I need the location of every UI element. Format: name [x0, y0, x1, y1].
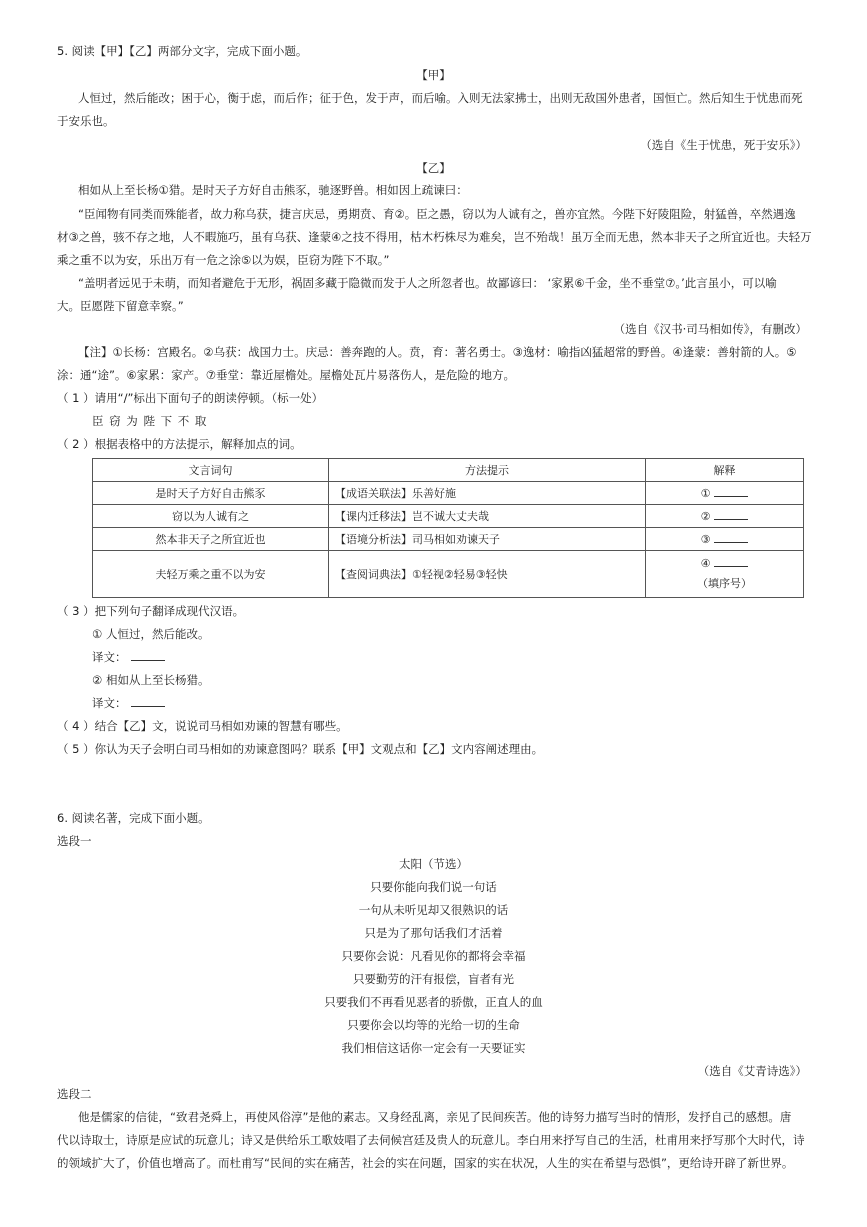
table-cell-hint: 【课内迁移法】岂不诚大丈夫哉: [329, 505, 646, 528]
note-line-2: 涂：通“途”。⑥家累：家产。⑦垂堂：靠近屋檐处。屋檐处瓦片易落伤人，是危险的地方。: [57, 368, 516, 382]
sub-question-4: （ 4 ）结合【乙】文，说说司马相如劝谏的智慧有哪些。: [57, 719, 348, 733]
translation-blank[interactable]: [131, 650, 165, 661]
jia-line-1: 人恒过，然后能改；困于心，衡于虑，而后作；征于色，发于声，而后喻。入则无法家拂士，出则无敌国外患者，国恒亡。然后知生于忧患而死: [78, 91, 803, 105]
table-cell-phrase: 窃以为人诚有之: [93, 505, 329, 528]
table-cell-phrase: 夫轻万乘之重不以为安: [93, 551, 329, 598]
table-cell-hint: 【成语关联法】乐善好施: [329, 482, 646, 505]
yi-para-1: 相如从上至长杨①猎。是时天子方好自击熊豕，驰逐野兽。相如因上疏谏曰：: [78, 183, 468, 197]
answer-blank[interactable]: [714, 532, 748, 543]
q6-heading: 6. 阅读名著，完成下面小题。: [57, 811, 210, 825]
table-cell-answer: [646, 551, 804, 598]
segment-2-line-1: 他是儒家的信徒，“致君尧舜上，再使风俗淳”是他的素志。又身经乱离，亲见了民间疾苦。他的诗努力描写当时的情形，发抒自己的感想。唐: [78, 1110, 792, 1124]
answer-blank[interactable]: [714, 486, 748, 497]
sub-question-3: （ 3 ）把下列句子翻译成现代汉语。: [57, 604, 245, 618]
yi-para-2-line-3: 乘之重不以为安，乐出万有一危之涂⑤以为娱，臣窃为陛下不取。”: [57, 253, 390, 267]
translation-label: 译文：: [92, 696, 127, 710]
segment-1-label: 选段一: [57, 834, 92, 848]
jia-line-2: 于安乐也。: [57, 114, 115, 128]
poem-source: （选自《艾青诗选》）: [697, 1064, 807, 1078]
table-cell-answer: [646, 505, 804, 528]
poem-line: 只是为了那句话我们才活着: [364, 926, 503, 940]
answer-blank[interactable]: [714, 556, 748, 567]
translation-blank[interactable]: [131, 696, 165, 707]
table-header: 解释: [646, 459, 804, 482]
segment-2-line-2: 代以诗取士，诗原是应试的玩意儿；诗又是供给乐工歌妓唱了去伺候宫廷及贵人的玩意儿。李白用来抒写自己的生活，杜甫用来抒写那个大时代，诗: [57, 1133, 805, 1147]
method-table: [92, 458, 804, 598]
sub-question-2: （ 2 ）根据表格中的方法提示，解释加点的词。: [57, 437, 302, 451]
poem-line: 只要你会说：凡看见你的都将会幸福: [341, 949, 526, 963]
poem-line: 一句从未听见却又很熟识的话: [358, 903, 509, 917]
table-cell-answer: [646, 482, 804, 505]
table-header: 方法提示: [329, 459, 646, 482]
poem-line: 只要你会以均等的光给一切的生命: [347, 1018, 520, 1032]
table-row: [93, 528, 804, 551]
poem-line: 我们相信这话你一定会有一天要证实: [341, 1041, 526, 1055]
poem-title: 太阳（节选）: [399, 857, 468, 871]
jia-title: 【甲】: [416, 68, 451, 82]
yi-para-3-line-2: 大。臣愿陛下留意幸察。”: [57, 299, 184, 313]
answer-blank[interactable]: [714, 509, 748, 520]
table-cell-answer: [646, 528, 804, 551]
sub-question-1-sentence: 臣 窃 为 陛 下 不 取: [92, 414, 208, 428]
yi-para-2-line-2: 材③之兽，骇不存之地，人不暇施巧，虽有乌获、逢蒙④之技不得用，枯木朽株尽为难矣，岂不殆哉！虽万全而无患，然本非天子之所宜近也。夫轻万: [57, 230, 812, 244]
table-header-row: [93, 459, 804, 482]
answer-number: ②: [700, 510, 711, 523]
segment-2-label: 选段二: [57, 1087, 92, 1101]
table-cell-hint: 【查阅词典法】①轻视②轻易③轻快: [329, 551, 646, 598]
sub-question-5: （ 5 ）你认为天子会明白司马相如的劝谏意图吗？联系【甲】文观点和【乙】文内容阐述理由。: [57, 742, 544, 756]
poem-line: 只要勤劳的汗有报偿，盲者有光: [353, 972, 514, 986]
answer-number: ④: [700, 557, 711, 570]
sub-question-1: （ 1 ）请用“/”标出下面句子的朗读停顿。（标一处）: [57, 391, 324, 405]
sub-question-3-sentence-1: ① 人恒过，然后能改。: [92, 627, 210, 641]
yi-source: （选自《汉书·司马相如传》，有删改）: [613, 322, 807, 336]
note-line-1: 【注】①长杨：宫殿名。②乌获：战国力士。庆忌：善奔跑的人。贲，育：著名勇士。③逸材：喻指凶猛超常的野兽。④逢蒙：善射箭的人。⑤: [78, 345, 797, 359]
sub-question-3-sentence-2: ② 相如从上至长杨猎。: [92, 673, 210, 687]
answer-number: ③: [700, 533, 711, 546]
table-header: 文言词句: [93, 459, 329, 482]
table-cell-phrase: 是时天子方好自击熊豕: [93, 482, 329, 505]
poem-line: 只要你能向我们说一句话: [370, 880, 497, 894]
table-row: [93, 551, 804, 598]
q5-heading: 5. 阅读【甲】【乙】两部分文字，完成下面小题。: [57, 44, 308, 58]
jia-source: （选自《生于忧患，死于安乐》）: [640, 138, 807, 152]
yi-para-2-line-1: “臣闻物有同类而殊能者，故力称乌获，捷言庆忌，勇期贲、育②。臣之愚，窃以为人诚有之，兽亦宜然。今陛下好陵阻险，射猛兽，卒然遇逸: [78, 207, 796, 221]
table-row: [93, 482, 804, 505]
yi-title: 【乙】: [416, 161, 451, 175]
answer-note: （填序号）: [697, 577, 752, 590]
table-row: [93, 505, 804, 528]
yi-para-3-line-1: “盖明者远见于未萌，而知者避危于无形，祸固多藏于隐微而发于人之所忽者也。故鄙谚曰： ‘家累⑥千金，坐不垂堂⑦。’此言虽小，可以喻: [78, 276, 777, 290]
translation-line-1: [92, 649, 165, 665]
table-cell-hint: 【语境分析法】司马相如劝谏天子: [329, 528, 646, 551]
translation-label: 译文：: [92, 650, 127, 664]
segment-2-line-3: 的领域扩大了，价值也增高了。而杜甫写“民间的实在痛苦，社会的实在问题，国家的实在状况，人生的实在希望与恐惧”，更给诗开辟了新世界。: [57, 1156, 794, 1170]
table-cell-phrase: 然本非天子之所宜近也: [93, 528, 329, 551]
answer-number: ①: [700, 487, 711, 500]
poem-line: 只要我们不再看见恶者的骄傲，正直人的血: [324, 995, 543, 1009]
translation-line-2: [92, 695, 165, 711]
